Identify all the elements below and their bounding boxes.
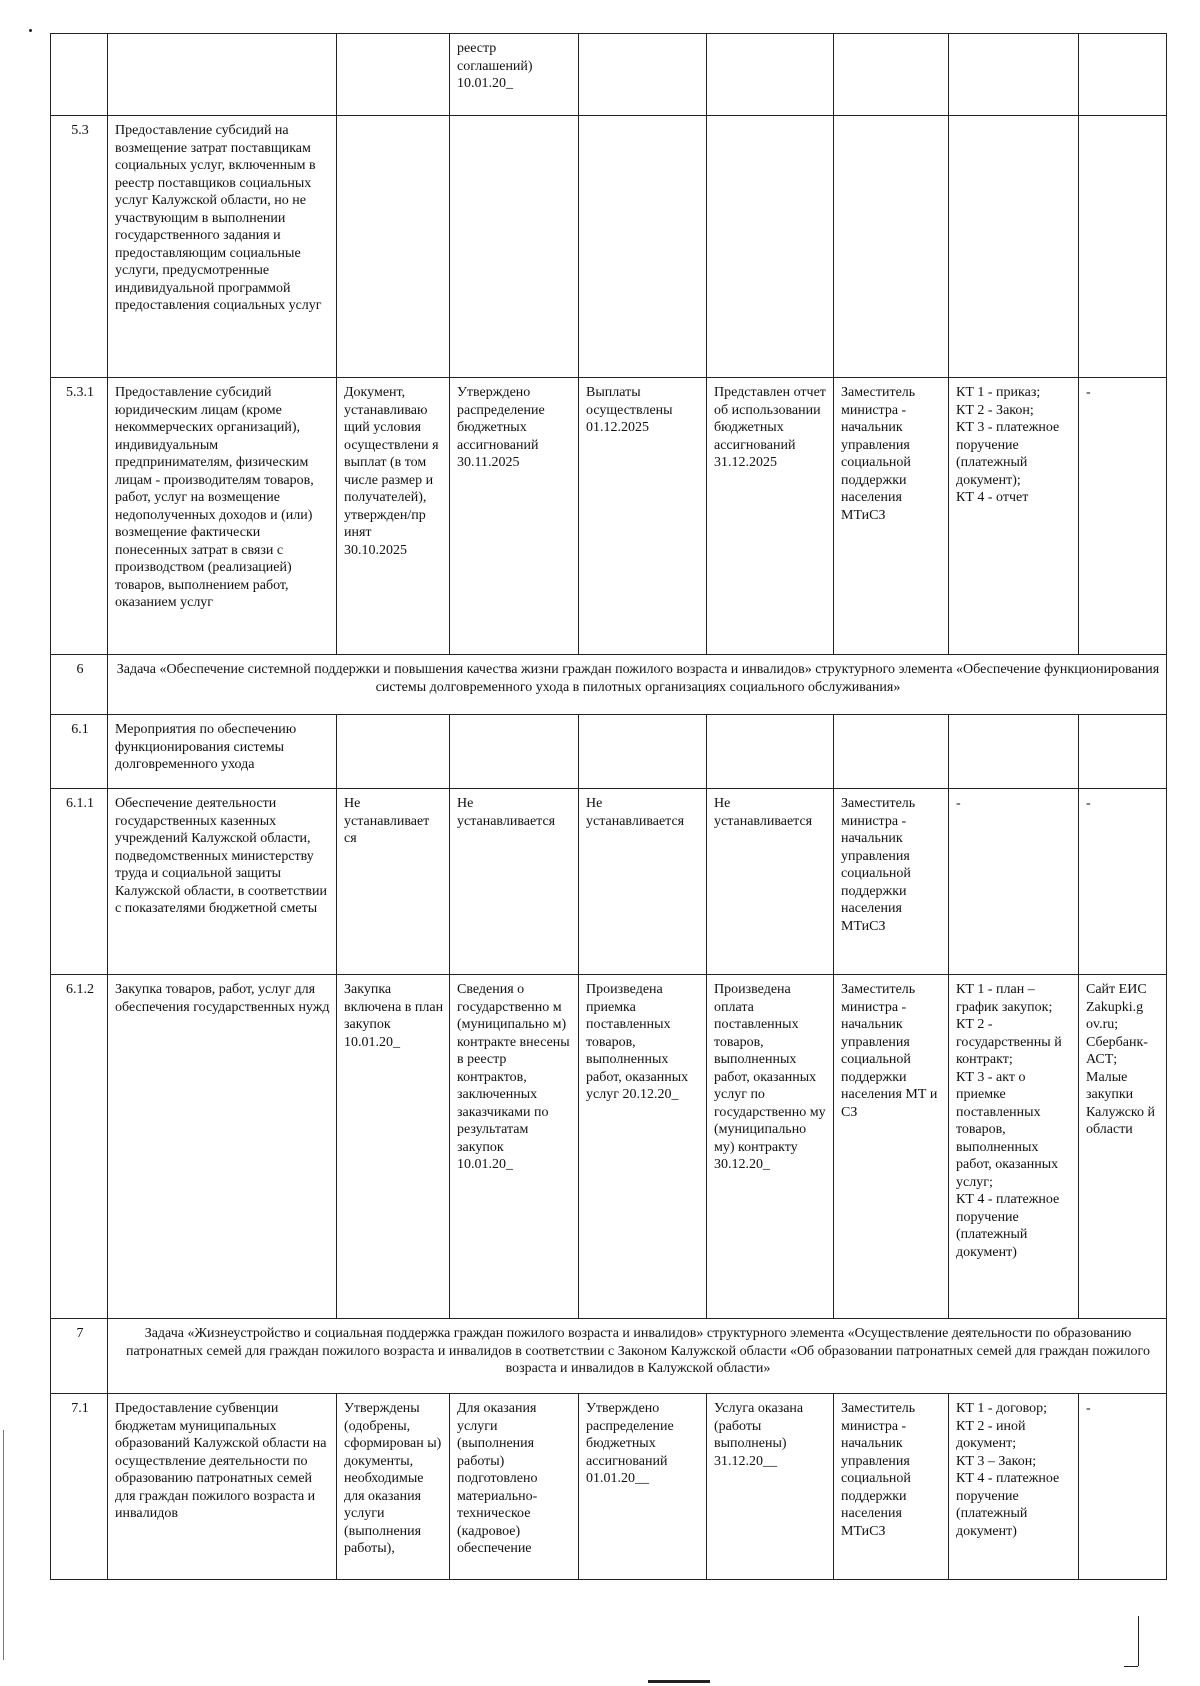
cell-kt2: Выплаты осуществлены 01.12.2025 [579,378,707,655]
row-number: 7 [51,1319,108,1394]
row-number: 6.1.1 [51,789,108,975]
table-row [51,789,1167,975]
row-number: 6 [51,655,108,715]
task-heading: Задача «Обеспечение системной поддержки и повышения качества жизни граждан пожилого возраста и инвалидов» структурного элемента «Обеспечение функционирования системы долговременного ухода в пилотных организациях социального обслуживания» [108,655,1167,715]
cell-kt2: Не устанавливается [579,789,707,975]
table-row [51,715,1167,789]
cell-kt2: Произведена приемка поставленных товаров, выполненных работ, оказанных услуг 20.12.20_ [579,975,707,1319]
plan-table [50,33,1167,1580]
cell-info-system: - [1079,378,1167,655]
row-number [51,34,108,116]
cell-kt2: Утверждено распределение бюджетных ассигнований 01.01.20__ [579,1394,707,1580]
cell-documents: КТ 1 - план – график закупок; КТ 2 - государственны й контракт; КТ 3 - акт о приемке поставленных товаров, выполненных работ, оказанных услуг; КТ 4 - платежное поручение (платежный документ) [949,975,1079,1319]
cell-event: Обеспечение деятельности государственных казенных учреждений Калужской области, подведомственных министерству труда и социальной защиты Калужской области, в соответствии с показателями бюджетной сметы [108,789,337,975]
table-row [51,1394,1167,1580]
cell-info-system [1079,34,1167,116]
cell-responsible: Заместитель министра - начальник управления социальной поддержки населения МТ и СЗ [834,975,949,1319]
cell-kt1: Не устанавливается [450,789,579,975]
cell-event [108,34,337,116]
scan-bottom-mark [648,1680,710,1683]
cell-kt3 [707,715,834,789]
cell-event: Предоставление субсидий юридическим лицам (кроме некоммерческих организаций), индивидуальным предпринимателям, физическим лицам - производителям товаров, работ, услуг на возмещение недополученных доходов и (или) возмещение фактически понесенных затрат в связи с производством (реализацией) товаров, выполнением работ, оказанием услуг [108,378,337,655]
cell-responsible [834,34,949,116]
cell-responsible: Заместитель министра - начальник управления социальной поддержки населения МТиСЗ [834,378,949,655]
cell-kt3: Услуга оказана (работы выполнены) 31.12.20__ [707,1394,834,1580]
cell-event: Мероприятия по обеспечению функционирования системы долговременного ухода [108,715,337,789]
cell-approval [337,116,450,378]
table-row [51,116,1167,378]
cell-info-system: - [1079,1394,1167,1580]
cell-event: Предоставление субсидий на возмещение затрат поставщикам социальных услуг, включенным в реестр поставщиков социальных услуг Калужской области, но не участвующим в выполнении государственного задания и предоставляющим социальные услуги, предусмотренные индивидуальной программой предоставления социальных услуг [108,116,337,378]
scan-corner-mark [1124,1666,1138,1667]
scan-corner-mark [1138,1616,1139,1666]
cell-kt1: Для оказания услуги (выполнения работы) подготовлено материально-техническое (кадровое) обеспечение [450,1394,579,1580]
table-row [51,975,1167,1319]
cell-approval: Документ, устанавливаю щий условия осуществлени я выплат (в том числе размер и получателей), утвержден/пр инят 30.10.2025 [337,378,450,655]
cell-responsible: Заместитель министра - начальник управления социальной поддержки населения МТиСЗ [834,1394,949,1580]
cell-responsible: Заместитель министра - начальник управления социальной поддержки населения МТиСЗ [834,789,949,975]
cell-documents: - [949,789,1079,975]
cell-documents [949,116,1079,378]
cell-kt1 [450,715,579,789]
cell-approval: Утверждены (одобрены, сформирован ы) документы, необходимые для оказания услуги (выполнения работы), [337,1394,450,1580]
cell-kt3 [707,34,834,116]
cell-approval: Закупка включена в план закупок 10.01.20_ [337,975,450,1319]
cell-kt3: Представлен отчет об использовании бюджетных ассигнований 31.12.2025 [707,378,834,655]
row-number: 6.1 [51,715,108,789]
row-number: 7.1 [51,1394,108,1580]
scan-edge-line [3,1430,4,1660]
cell-documents [949,715,1079,789]
cell-documents [949,34,1079,116]
task-heading: Задача «Жизнеустройство и социальная поддержка граждан пожилого возраста и инвалидов» структурного элемента «Осуществление деятельности по образованию патронатных семей для граждан пожилого возраста и инвалидов в соответствии с Законом Калужской области «Об образовании патронатных семей для граждан пожилого возраста и инвалидов в Калужской области» [108,1319,1167,1394]
cell-responsible [834,715,949,789]
row-number: 6.1.2 [51,975,108,1319]
cell-kt3: Не устанавливается [707,789,834,975]
cell-info-system [1079,116,1167,378]
cell-approval [337,715,450,789]
cell-kt1: Сведения о государственно м (муниципально м) контракте внесены в реестр контрактов, заключенных заказчиками по результатам закупок 10.01.20_ [450,975,579,1319]
row-number: 5.3 [51,116,108,378]
cell-approval [337,34,450,116]
table-row [51,34,1167,116]
cell-kt3 [707,116,834,378]
cell-kt2 [579,34,707,116]
cell-kt2 [579,116,707,378]
table-row [51,655,1167,715]
row-number: 5.3.1 [51,378,108,655]
cell-info-system: - [1079,789,1167,975]
cell-kt1: реестр соглашений) 10.01.20_ [450,34,579,116]
cell-info-system [1079,715,1167,789]
cell-event: Предоставление субвенции бюджетам муниципальных образований Калужской области на осуществление деятельности по образованию патронатных семей для граждан пожилого возраста и инвалидов [108,1394,337,1580]
cell-kt3: Произведена оплата поставленных товаров, выполненных работ, оказанных услуг по государственно му (муниципально му) контракту 30.12.20_ [707,975,834,1319]
table-row [51,378,1167,655]
cell-documents: КТ 1 - приказ; КТ 2 - Закон; КТ 3 - платежное поручение (платежный документ); КТ 4 - отчет [949,378,1079,655]
cell-approval: Не устанавливает ся [337,789,450,975]
cell-event: Закупка товаров, работ, услуг для обеспечения государственных нужд [108,975,337,1319]
table-row [51,1319,1167,1394]
cell-responsible [834,116,949,378]
cell-documents: КТ 1 - договор; КТ 2 - иной документ; КТ 3 – Закон; КТ 4 - платежное поручение (платежный документ) [949,1394,1079,1580]
cell-info-system: Сайт ЕИС Zakupki.g ov.ru; Сбербанк-АСТ; Малые закупки Калужско й области [1079,975,1167,1319]
scan-dot [29,29,32,32]
cell-kt1: Утверждено распределение бюджетных ассигнований 30.11.2025 [450,378,579,655]
cell-kt1 [450,116,579,378]
cell-kt2 [579,715,707,789]
